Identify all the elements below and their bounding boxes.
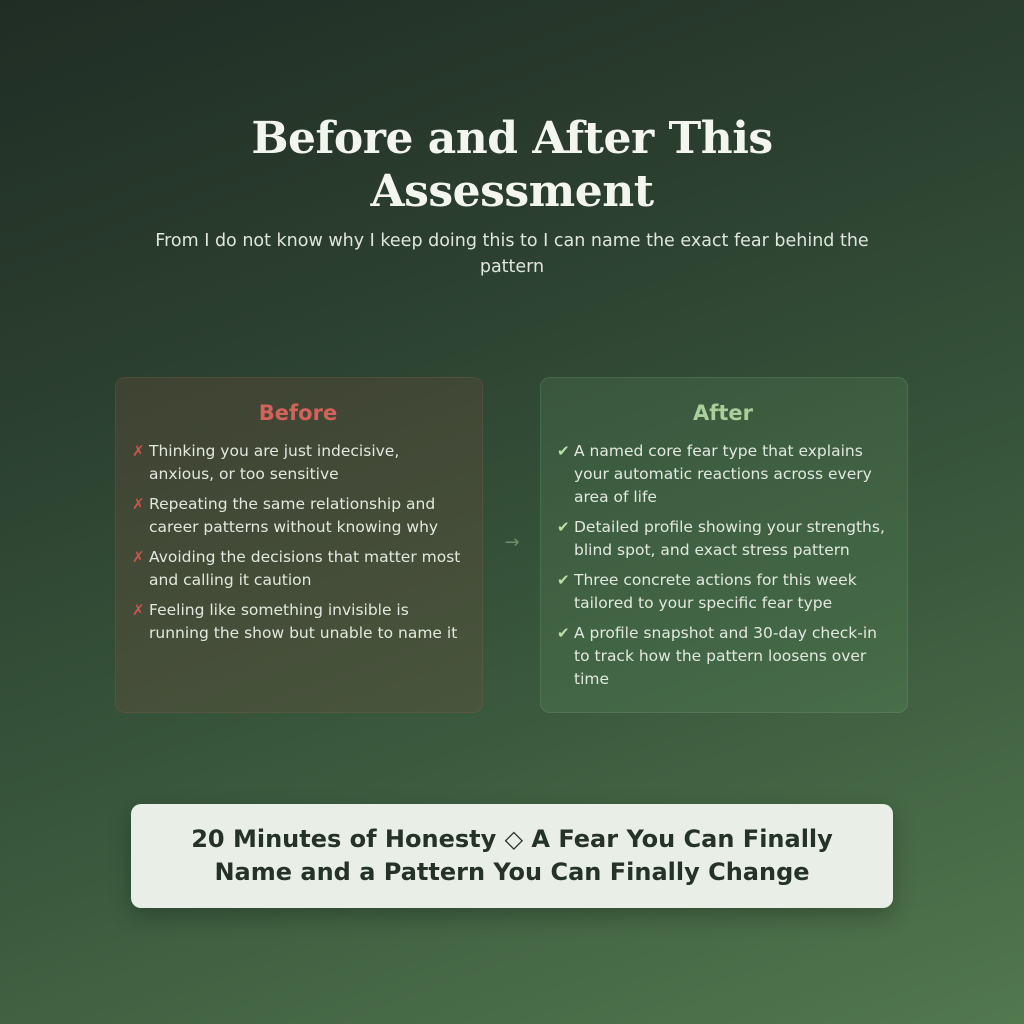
before-card bbox=[115, 377, 483, 713]
after-list-item bbox=[557, 569, 889, 615]
page-subtitle: From I do not know why I keep doing this to I can name the exact fear behind the pattern bbox=[155, 231, 869, 277]
check-mark-icon: ✔ bbox=[557, 571, 570, 589]
cross-mark-icon: ✗ bbox=[132, 548, 145, 566]
check-mark-icon: ✔ bbox=[557, 518, 570, 536]
after-item-text: A named core fear type that explains your automatic reactions across every area of life bbox=[574, 442, 872, 506]
before-item-text: Avoiding the decisions that matter most and calling it caution bbox=[149, 548, 461, 589]
after-list-item bbox=[557, 440, 889, 509]
before-list-item bbox=[132, 546, 464, 592]
before-list-item bbox=[132, 440, 464, 486]
after-item-text: A profile snapshot and 30-day check-in to track how the pattern loosens over time bbox=[574, 624, 877, 688]
summary-banner bbox=[131, 804, 893, 908]
after-card bbox=[540, 377, 908, 713]
page-title: Before and After This Assessment bbox=[251, 113, 773, 217]
after-item-text: Three concrete actions for this week tailored to your specific fear type bbox=[574, 571, 857, 612]
before-list-item bbox=[132, 599, 464, 645]
before-item-text: Feeling like something invisible is running the show but unable to name it bbox=[149, 601, 458, 642]
before-item-text: Repeating the same relationship and career patterns without knowing why bbox=[149, 495, 439, 536]
right-arrow-icon: → bbox=[504, 532, 520, 553]
after-list-item bbox=[557, 622, 889, 691]
cross-mark-icon: ✗ bbox=[132, 601, 145, 619]
after-item-text: Detailed profile showing your strengths, blind spot, and exact stress pattern bbox=[574, 518, 885, 559]
summary-banner-text: 20 Minutes of Honesty ◇ A Fear You Can Finally Name and a Pattern You Can Finally Change bbox=[191, 825, 833, 886]
before-list bbox=[132, 440, 464, 645]
after-card-title: After bbox=[692, 401, 754, 425]
before-list-item bbox=[132, 493, 464, 539]
after-list bbox=[557, 440, 889, 691]
before-card-title: Before bbox=[258, 401, 338, 425]
after-list-item bbox=[557, 516, 889, 562]
check-mark-icon: ✔ bbox=[557, 624, 570, 642]
cross-mark-icon: ✗ bbox=[132, 495, 145, 513]
page-header bbox=[0, 112, 1024, 280]
check-mark-icon: ✔ bbox=[557, 442, 570, 460]
cross-mark-icon: ✗ bbox=[132, 442, 145, 460]
before-item-text: Thinking you are just indecisive, anxious, or too sensitive bbox=[149, 442, 400, 483]
